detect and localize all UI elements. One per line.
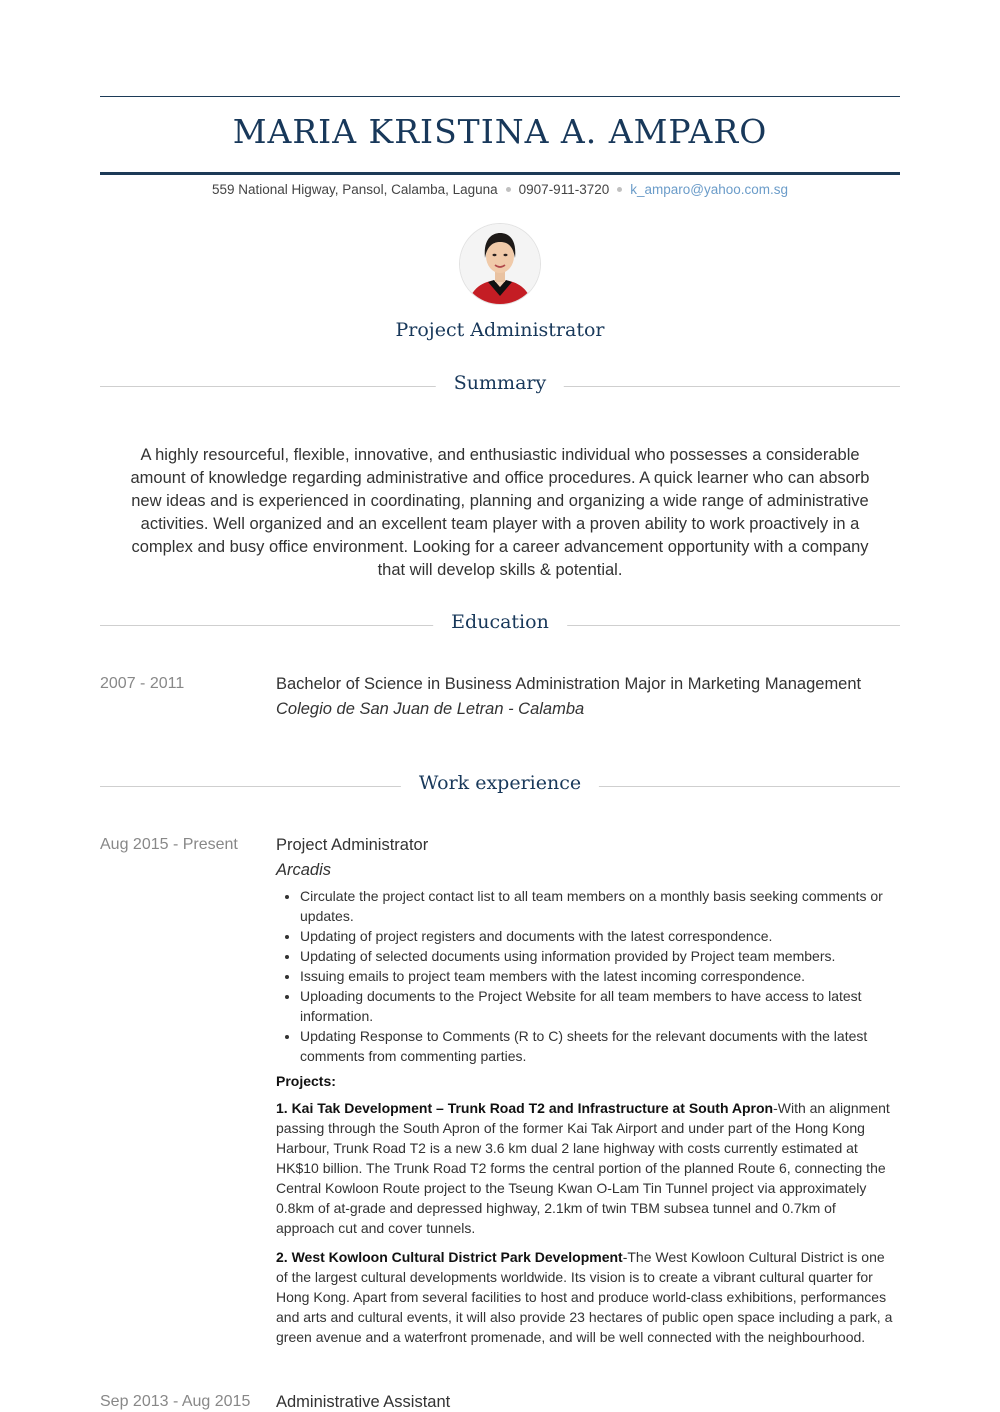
section-education	[100, 611, 900, 641]
duty-item: • Circulate the project contact list to all team members on a monthly basis seeking comments or updates.	[300, 886, 896, 926]
name-underline	[100, 172, 900, 175]
company-name: Arcadis	[276, 861, 332, 879]
duty-item: • Updating of selected documents using information provided by Project team members.	[300, 946, 896, 966]
duty-item: • Uploading documents to the Project Website for all team members to have access to latest information.	[300, 986, 896, 1026]
section-summary	[100, 372, 900, 402]
job-dates: Sep 2013 - Aug 2015	[100, 1393, 251, 1410]
section-work-experience	[100, 772, 900, 802]
education-dates: 2007 - 2011	[100, 675, 185, 692]
separator-dot	[617, 187, 622, 192]
section-title: Education	[433, 611, 567, 633]
education-entry	[276, 675, 896, 719]
project-item	[276, 1247, 896, 1347]
project-description: -The West Kowloon Cultural District is one of the largest cultural developments worldwide. Its vision is to create a vibrant cultural quarter for Hong Kong. Apart from several facilities to host and produce world-class exhibitions, performances and arts and cultural events, it will also provide 23 hectares of public open space including a park, a green avenue and a waterfront promenade, and will be well connected with the neighbourhood.	[276, 1249, 893, 1345]
job-entry	[276, 1393, 896, 1412]
duty-item: • Issuing emails to project team members with the latest incoming correspondence.	[300, 966, 896, 986]
degree-title: Bachelor of Science in Business Administration Major in Marketing Management	[276, 675, 862, 693]
profile-photo	[460, 224, 540, 304]
duty-item: • Updating Response to Comments (R to C) sheets for the relevant documents with the latest comments from commenting parties.	[300, 1026, 896, 1066]
project-description: -With an alignment passing through the South Apron of the former Kai Tak Airport and under part of the Hong Kong Harbour, Trunk Road T2 is a new 3.6 km dual 2 lane highway with costs currently estimated at HK$10 billion. The Trunk Road T2 forms the central portion of the planned Route 6, connecting the Central Kowloon Route project to the Tseung Kwan O-Lam Tin Tunnel project via approximately 0.8km of at-grade and depressed highway, 2.1km of twin TBM subsea tunnel and 0.7km of approach cut and cover tunnels.	[276, 1100, 890, 1236]
duties-list	[276, 886, 896, 1066]
email-link[interactable]: k_amparo@yahoo.com.sg	[630, 182, 789, 197]
project-item	[276, 1098, 896, 1238]
school-name: Colegio de San Juan de Letran - Calamba	[276, 700, 585, 718]
candidate-name: MARIA KRISTINA A. AMPARO	[232, 112, 768, 151]
summary-paragraph: A highly resourceful, flexible, innovative, and enthusiastic individual who possesses a considerable amount of knowledge regarding administrative and office procedures. A quick learner who can absorb new ideas and is experienced in coordinating, planning and organizing a wide range of administrative activities. Well organized and an excellent team player with a proven ability to work proactively in a complex and busy office environment. Looking for a career advancement opportunity with a company that will develop skills & potential.	[130, 446, 870, 579]
projects-label: Projects:	[276, 1073, 336, 1089]
job-headline: Project Administrator	[395, 319, 605, 341]
section-title: Work experience	[401, 772, 599, 794]
contact-line	[100, 182, 900, 197]
job-entry	[276, 836, 896, 1347]
section-title: Summary	[436, 372, 564, 394]
top-rule	[100, 96, 900, 97]
project-title: 1. Kai Tak Development – Trunk Road T2 and Infrastructure at South Apron	[276, 1100, 774, 1116]
job-title: Administrative Assistant	[276, 1393, 451, 1411]
separator-dot	[506, 187, 511, 192]
address-text: 559 National Higway, Pansol, Calamba, Laguna	[211, 182, 498, 197]
job-title: Project Administrator	[276, 836, 429, 854]
phone-text: 0907-911-3720	[518, 182, 610, 197]
project-title: 2. West Kowloon Cultural District Park Development	[276, 1249, 623, 1265]
job-dates: Aug 2015 - Present	[100, 836, 238, 853]
duty-item: • Updating of project registers and documents with the latest correspondence.	[300, 926, 896, 946]
